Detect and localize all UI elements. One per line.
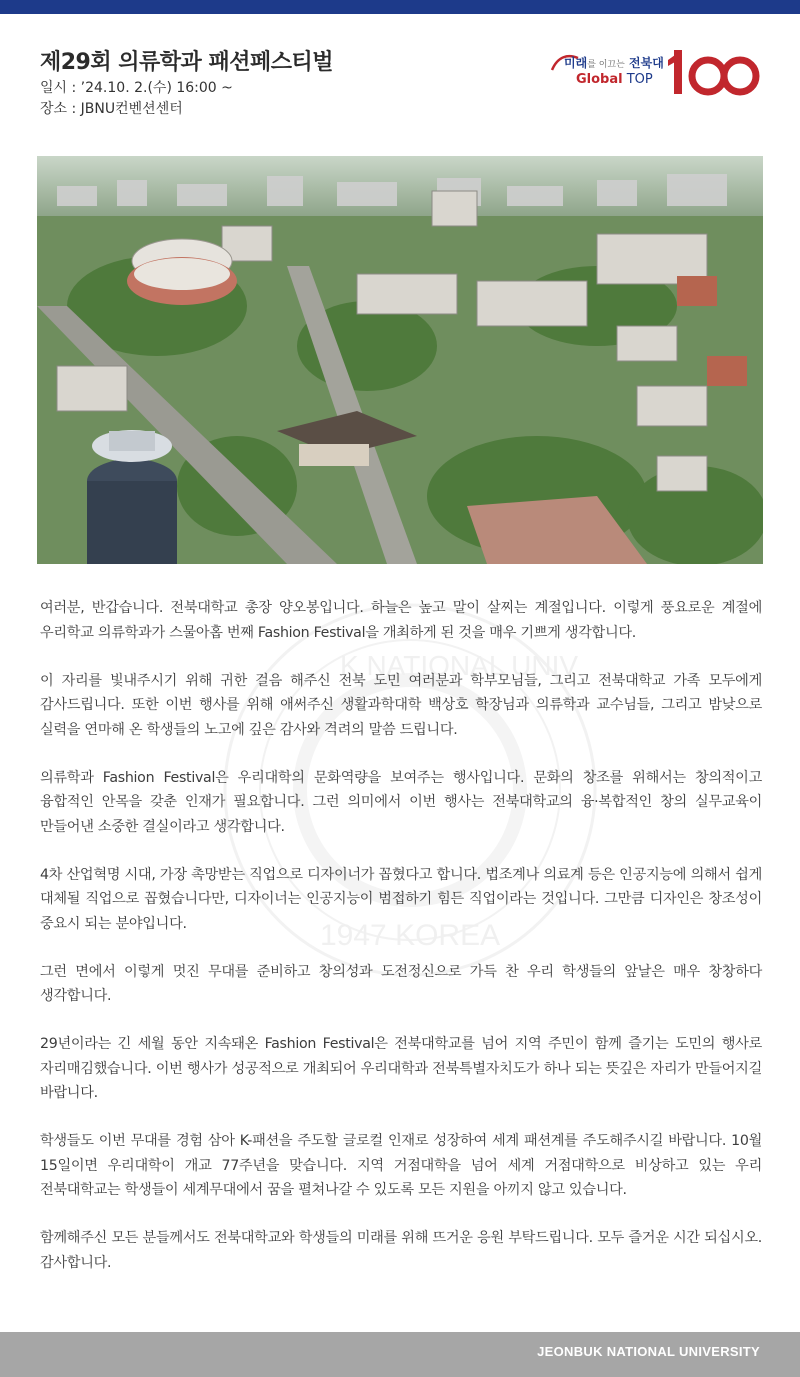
centennial-100-mark bbox=[668, 48, 760, 98]
message-body bbox=[40, 596, 762, 1299]
page-title: 제29회 의류학과 패션페스티벌 bbox=[40, 50, 333, 75]
watermark-bottom-text: 1947 KOREA bbox=[320, 919, 501, 952]
event-place: 장소 : JBNU컨벤션센터 bbox=[40, 101, 183, 117]
brand-global-top: Global TOP bbox=[576, 72, 653, 87]
paragraph: 29년이라는 긴 세월 동안 지속돼온 Fashion Festival은 전북대학교를 넘어 지역 주민이 함께 즐기는 도민의 행사로 자리매김했습니다. 이번 행사가 성공적으로 개최되어 우리대학과 전북특별자치도가 하나 되는 뜻깊은 자리가 만들어지길 바랍니다. bbox=[40, 1036, 762, 1101]
header bbox=[40, 48, 760, 138]
university-centennial-logo bbox=[550, 48, 760, 108]
event-date: 일시 : ’24.10. 2.(수) 16:00 ~ bbox=[40, 80, 233, 96]
top-color-bar bbox=[0, 0, 800, 14]
footer-bar bbox=[0, 1332, 800, 1377]
campus-aerial-illustration bbox=[37, 156, 763, 564]
paragraph: 학생들도 이번 무대를 경험 삼아 K-패션을 주도할 글로컬 인재로 성장하여 세계 패션계를 주도해주시길 바랍니다. 10월 15일이면 우리대학이 개교 77주년을 맞습니다. 지역 거점대학을 넘어 세계 거점대학으로 비상하고 있는 우리 전북대학교는 학생들이 세계무대에서 꿈을 펼쳐나갈 수 있도록 모든 지원을 아끼지 않고 있습니다. bbox=[40, 1133, 762, 1198]
paragraph: 그런 면에서 이렇게 멋진 무대를 준비하고 창의성과 도전정신으로 가득 찬 우리 학생들의 앞날은 매우 창창하다 생각합니다. bbox=[40, 963, 762, 1004]
paragraph: 의류학과 Fashion Festival은 우리대학의 문화역량을 보여주는 행사입니다. 문화의 창조를 위해서는 창의적이고 융합적인 안목을 갖춘 인재가 필요합니다. 그런 의미에서 이번 행사는 전북대학교의 융·복합적인 창의 실무교육이 만들어낸 소중한 결실이라고 생각합니다. bbox=[40, 769, 762, 835]
paragraph: 여러분, 반갑습니다. 전북대학교 총장 양오봉입니다. 하늘은 높고 말이 살찌는 계절입니다. 이렇게 풍요로운 계절에 우리학교 의류학과가 스물아홉 번째 Fashion Festival을 개최하게 된 것을 매우 기쁘게 생각합니다. bbox=[40, 600, 762, 641]
brand-tagline: 미래를 이끄는 전북대 bbox=[564, 56, 664, 70]
paragraph: 4차 산업혁명 시대, 가장 촉망받는 직업으로 디자이너가 꼽혔다고 합니다. 법조계나 의료계 등은 인공지능에 의해서 쉽게 대체될 직업으로 꼽혔습니다만, 디자이너는 인공지능이 범접하기 힘든 직업이라는 것입니다. 그만큼 디자인은 창조성이 중요시 되는 분야입니다. bbox=[40, 866, 762, 932]
watermark-top-text: K NATIONAL UNIV bbox=[340, 650, 579, 681]
footer-university-name: JEONBUK NATIONAL UNIVERSITY bbox=[537, 1344, 760, 1359]
paragraph: 이 자리를 빛내주시기 위해 귀한 걸음 해주신 전북 도민 여러분과 학부모님들, 그리고 전북대학교 가족 모두에게 감사드립니다. 또한 이번 행사를 위해 애써주신 생활과학대학 백상호 학장님과 의류학과 교수님들, 그리고 밤낮으로 실력을 연마해 온 학생들의 노고에 깊은 감사와 격려의 말씀 드립니다. bbox=[40, 672, 762, 738]
paragraph: 함께해주신 모든 분들께서도 전북대학교와 학생들의 미래를 위해 뜨거운 응원 부탁드립니다. 모두 즐거운 시간 되십시오. 감사합니다. bbox=[40, 1230, 762, 1271]
campus-aerial-photo bbox=[37, 156, 763, 564]
